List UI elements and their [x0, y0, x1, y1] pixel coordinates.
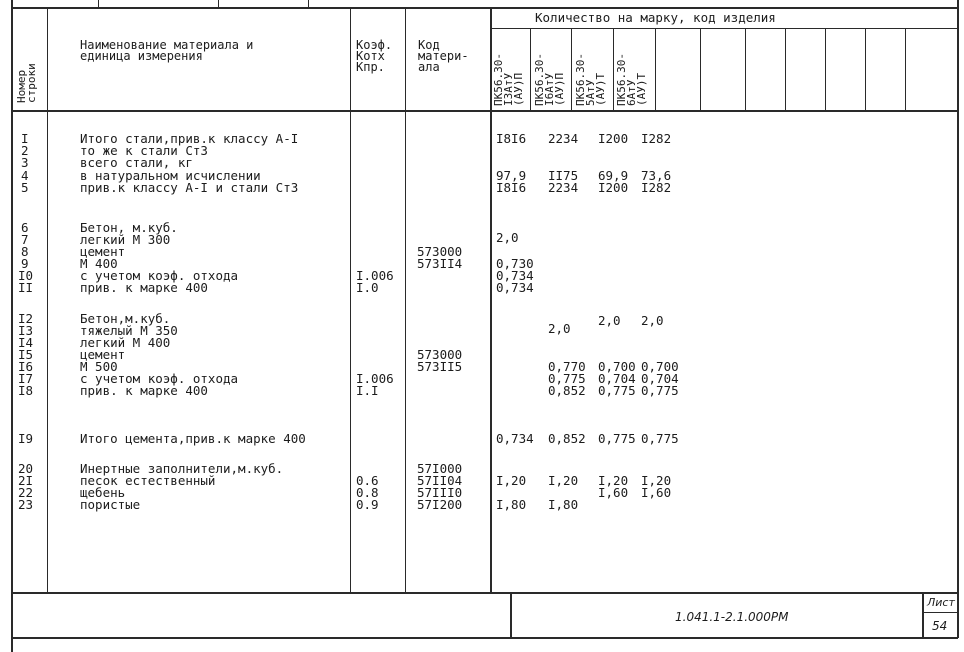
material-name: Итого цемента,прив.к марке 400: [80, 431, 306, 446]
row-number: I9: [18, 431, 34, 446]
row-number: I: [21, 131, 29, 146]
material-name: Бетон,м.куб.: [80, 311, 171, 326]
quantity-cell: 0,775: [598, 431, 636, 446]
material-code: 57I000: [417, 461, 463, 476]
quantity-cell: 2,0: [641, 313, 664, 328]
material-name: М 500: [80, 359, 118, 374]
material-code-header: Код матери- ала: [418, 38, 469, 74]
quantity-cell: 0,704: [641, 371, 679, 386]
coefficient: 0.9: [356, 497, 379, 512]
product-header-1: ПК56.30- I3АтУ (АУ)П: [492, 53, 525, 106]
row-number: 5: [21, 180, 29, 195]
coefficient: I.I: [356, 383, 379, 398]
row-number: I6: [18, 359, 34, 374]
quantity-cell: 0,775: [641, 431, 679, 446]
quantity-cell: 2,0: [548, 321, 571, 336]
material-name: щебень: [80, 485, 126, 500]
row-number: 2I: [18, 473, 34, 488]
quantity-cell: I,60: [641, 485, 672, 500]
quantity-cell: I,20: [598, 473, 629, 488]
quantity-cell: 2,0: [598, 313, 621, 328]
material-code: 573II4: [417, 256, 463, 271]
quantity-cell: 0,852: [548, 431, 586, 446]
row-number: 20: [18, 461, 34, 476]
quantity-cell: 0,734: [496, 280, 534, 295]
quantity-cell: 0,775: [641, 383, 679, 398]
row-number: 3: [21, 155, 29, 170]
quantity-header-title: Количество на марку, код изделия: [535, 10, 776, 25]
sheet-label: Лист: [927, 596, 955, 609]
material-name: цемент: [80, 347, 126, 362]
material-code: 57I200: [417, 497, 463, 512]
material-code: 57II04: [417, 473, 463, 488]
row-number: I2: [18, 311, 34, 326]
coefficient-header: Коэф. Котх Кпр.: [356, 38, 393, 74]
product-header-4: ПК56.30- 6АтУ (АУ)Т: [615, 53, 648, 106]
document-code: 1.041.1-2.1.000PM: [675, 610, 789, 624]
material-code: 573II5: [417, 359, 463, 374]
material-code: 573000: [417, 244, 463, 259]
material-name: пористые: [80, 497, 141, 512]
quantity-cell: II75: [548, 168, 579, 183]
quantity-cell: I8I6: [496, 131, 527, 146]
row-number: I0: [18, 268, 34, 283]
material-name: то же к стали Ст3: [80, 143, 208, 158]
quantity-cell: 0,852: [548, 383, 586, 398]
coefficient: I.006: [356, 268, 394, 283]
row-number: I4: [18, 335, 34, 350]
material-name: прив. к марке 400: [80, 280, 208, 295]
quantity-cell: I282: [641, 180, 672, 195]
material-name: с учетом коэф. отхода: [80, 268, 239, 283]
quantity-cell: 0,734: [496, 268, 534, 283]
quantity-cell: 0,700: [598, 359, 636, 374]
material-code: 57III0: [417, 485, 463, 500]
row-number: 6: [21, 220, 29, 235]
material-name: тяжелый М 350: [80, 323, 178, 338]
quantity-cell: 2234: [548, 131, 579, 146]
material-name: легкий М 400: [80, 335, 171, 350]
row-number: 7: [21, 232, 29, 247]
coefficient: 0.8: [356, 485, 379, 500]
quantity-cell: 97,9: [496, 168, 527, 183]
row-number: 8: [21, 244, 29, 259]
quantity-cell: I,20: [641, 473, 672, 488]
quantity-cell: I,20: [548, 473, 579, 488]
row-number-header: Номер строки: [15, 63, 38, 103]
material-name: легкий М 300: [80, 232, 171, 247]
material-name: в натуральном исчислении: [80, 168, 261, 183]
row-number: 9: [21, 256, 29, 271]
product-header-3: ПК56.30- 5АтУ (АУ)Т: [574, 53, 607, 106]
material-name: всего стали, кг: [80, 155, 193, 170]
coefficient: I.0: [356, 280, 379, 295]
quantity-cell: I,20: [496, 473, 527, 488]
material-name-header: Наименование материала и единица измерения: [80, 38, 254, 63]
quantity-cell: I8I6: [496, 180, 527, 195]
sheet-number: 54: [932, 619, 948, 633]
material-name: Итого стали,прив.к классу А-I: [80, 131, 299, 146]
quantity-cell: I,80: [548, 497, 579, 512]
row-number: I3: [18, 323, 34, 338]
quantity-cell: 0,734: [496, 431, 534, 446]
material-name: с учетом коэф. отхода: [80, 371, 239, 386]
row-number: 4: [21, 168, 29, 183]
quantity-cell: 69,9: [598, 168, 629, 183]
quantity-cell: 2,0: [496, 230, 519, 245]
row-number: 2: [21, 143, 29, 158]
row-number: I8: [18, 383, 34, 398]
quantity-cell: I282: [641, 131, 672, 146]
material-code: 573000: [417, 347, 463, 362]
quantity-cell: 0,700: [641, 359, 679, 374]
material-name: песок естественный: [80, 473, 216, 488]
material-name: М 400: [80, 256, 118, 271]
quantity-cell: 2234: [548, 180, 579, 195]
row-number: I7: [18, 371, 34, 386]
quantity-cell: 73,6: [641, 168, 672, 183]
row-number: 23: [18, 497, 34, 512]
row-number: 22: [18, 485, 34, 500]
quantity-cell: I,80: [496, 497, 527, 512]
coefficient: 0.6: [356, 473, 379, 488]
material-name: Бетон, м.куб.: [80, 220, 178, 235]
row-number: II: [18, 280, 34, 295]
material-name: прив.к классу А-I и стали Ст3: [80, 180, 299, 195]
quantity-cell: 0,775: [548, 371, 586, 386]
coefficient: I.006: [356, 371, 394, 386]
material-name: Инертные заполнители,м.куб.: [80, 461, 284, 476]
quantity-cell: 0,704: [598, 371, 636, 386]
quantity-cell: I200: [598, 180, 629, 195]
material-name: прив. к марке 400: [80, 383, 208, 398]
quantity-cell: 0,775: [598, 383, 636, 398]
material-name: цемент: [80, 244, 126, 259]
row-number: I5: [18, 347, 34, 362]
product-header-2: ПК56.30- I6АтУ (АУ)П: [533, 53, 566, 106]
quantity-cell: 0,730: [496, 256, 534, 271]
quantity-cell: I200: [598, 131, 629, 146]
quantity-cell: I,60: [598, 485, 629, 500]
quantity-cell: 0,770: [548, 359, 586, 374]
